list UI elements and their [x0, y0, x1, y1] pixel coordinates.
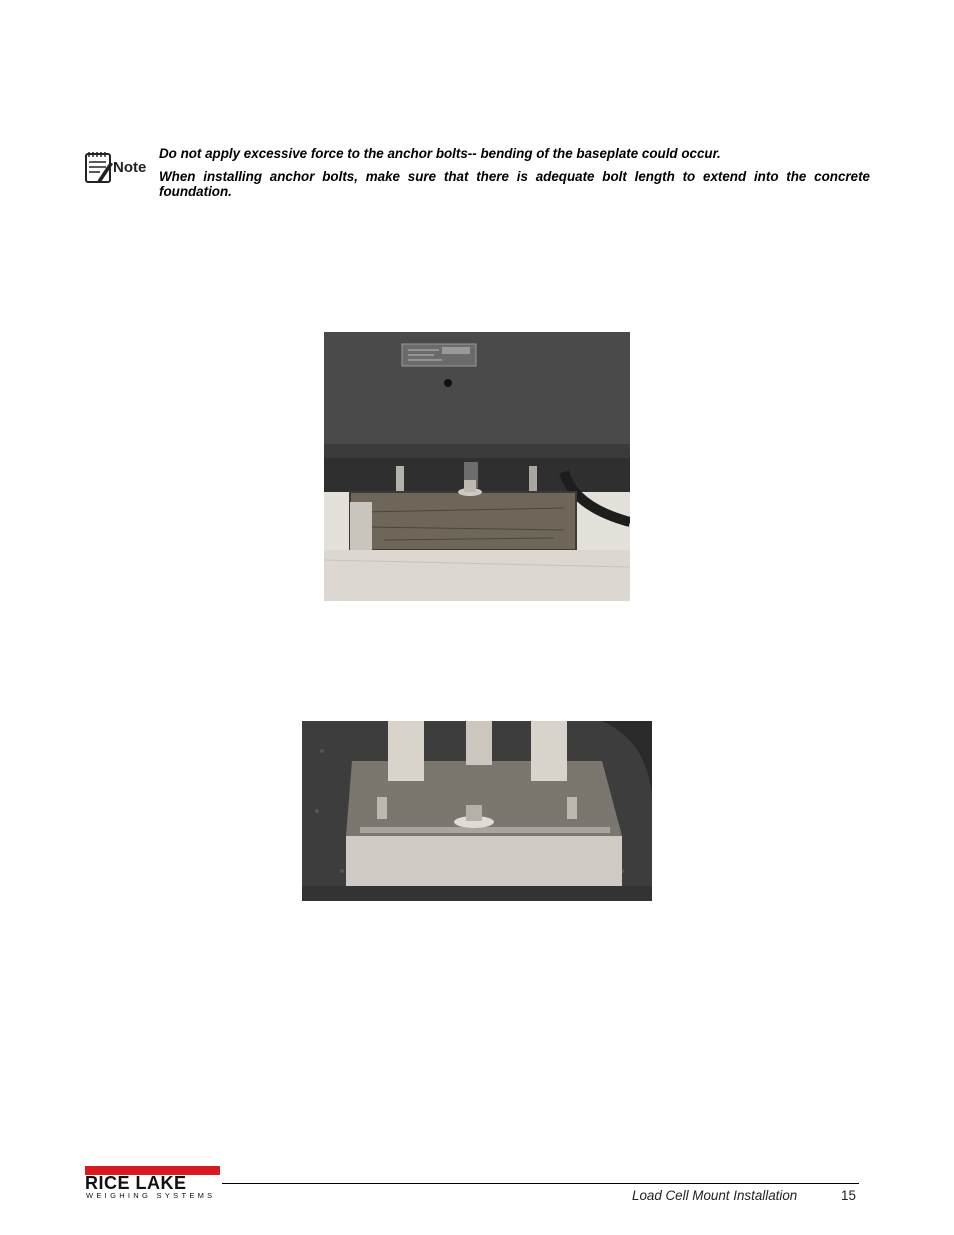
footer-rule — [222, 1183, 859, 1184]
note-icon — [84, 150, 150, 186]
logo-brand-subtitle: WEIGHING SYSTEMS — [86, 1191, 216, 1200]
load-cell-mount-concrete-pad-photo — [302, 721, 652, 901]
note-text — [159, 146, 870, 207]
note-label: Note — [113, 159, 147, 176]
note-line-2: When installing anchor bolts, make sure that there is adequate bolt length to extend into the concrete foundation. — [159, 169, 870, 199]
footer-section-title: Load Cell Mount Installation — [632, 1188, 798, 1203]
logo-brand-name: RICE LAKE — [85, 1173, 187, 1193]
page-number: 15 — [841, 1188, 856, 1203]
load-cell-mount-wood-block-photo — [324, 332, 630, 601]
rice-lake-logo — [85, 1166, 223, 1202]
note-line-1: Do not apply excessive force to the anchor bolts-- bending of the baseplate could occur. — [159, 146, 721, 161]
